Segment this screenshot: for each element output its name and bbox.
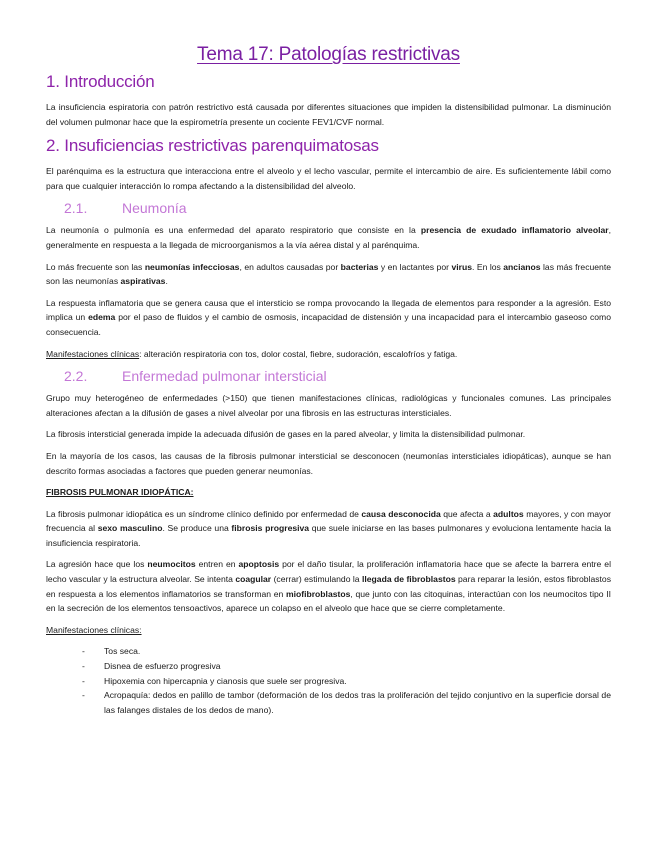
list-item: - Acropaquía: dedos en palillo de tambor (deformación de los dedos tras la proliferación del tejido conjuntivo en la superficie dorsal de las falanges distales de los dedos de mano). <box>82 688 611 717</box>
text-run: , que junto con las citoquinas, interactúan con los neumocitos tipo II en la secreción de los elementos tensoactivos, aparece un colapso en el alveolo que hace que se cierre completamente. <box>46 588 611 614</box>
subsection-number: 2.1. <box>64 200 88 217</box>
text-run: La respuesta inflamatoria que se genera causa que el intersticio se rompa provocando la llegada de elementos para responder a la agresión. Esto implica un <box>46 297 611 323</box>
subsection-title: Neumonía <box>122 200 187 217</box>
subsection-heading-neumonia <box>64 200 611 216</box>
bold-term: sexo masculino <box>97 523 163 534</box>
page-title: Tema 17: Patologías restrictivas <box>197 44 460 65</box>
text-run: y en lactantes por <box>378 261 452 272</box>
text-run: , generalmente en respuesta a la llegada de microorganismos a la vía aérea distal y al parénquima. <box>46 225 611 250</box>
underlined-label: Manifestaciones clínicas: <box>46 624 142 635</box>
bold-term: causa desconocida <box>361 508 441 519</box>
text-run: (cerrar) estimulando la <box>271 574 362 585</box>
text-run: las más frecuente son las neumonías <box>46 261 611 287</box>
subsection-title: Enfermedad pulmonar intersticial <box>122 368 327 385</box>
list-item: - Disnea de esfuerzo progresiva <box>82 659 611 674</box>
subsection-heading-intersticial <box>64 368 611 384</box>
text-run: que afecta a <box>440 508 494 519</box>
bold-term: edema <box>88 312 116 323</box>
paragraph: Grupo muy heterogéneo de enfermedades (>150) que tienen manifestaciones clínicas, radiológicas y funcionales comunes. Las principales alteraciones afectan a la difusión de gases a nivel alveolar por una fibrosis en las estructuras intersticiales. <box>46 393 611 418</box>
section-heading-parenquimatosas: 2. Insuficiencias restrictivas parenquimatosas <box>46 136 379 156</box>
manifestaciones-list <box>46 644 611 717</box>
bold-term: miofibroblastos <box>285 588 351 599</box>
subsection-number: 2.2. <box>64 368 88 385</box>
paragraph: La insuficiencia espiratoria con patrón restrictivo está causada por diferentes situaciones que impiden la distensibilidad pulmonar. La disminución del volumen pulmonar hace que la espirometría presente un cociente FEV1/CVF normal. <box>46 102 611 127</box>
text-run: mayores, y con mayor frecuencia al <box>46 508 611 534</box>
bold-term: bacterias <box>340 261 379 272</box>
list-item: - Tos seca. <box>82 644 611 659</box>
section-heading-introduccion: 1. Introducción <box>46 72 155 91</box>
text-run: para reparar la lesión, estos fibroblastos en respuesta a los elementos inflamatorios se transforman en <box>46 574 611 599</box>
text-run: por el paso de fluidos y el cambio de osmosis, incapacidad de distensión y una incapacidad para el intercambio gaseoso como consecuencia. <box>46 312 611 337</box>
bold-term: llegada de fibroblastos <box>361 574 456 585</box>
caption-fibrosis: FIBROSIS PULMONAR IDIOPÁTICA: <box>46 487 194 498</box>
bold-term: aspirativas <box>120 276 166 287</box>
paragraph: El parénquima es la estructura que interacciona entre el alveolo y el lecho vascular, permite el intercambio de aire. Es suficientemente lábil como para que cualquier interacción lo rompa afectando a la distensibilidad del alveolo. <box>46 166 611 191</box>
bold-term: neumocitos <box>147 559 196 570</box>
text-run: . En los <box>471 261 504 272</box>
bold-term: adultos <box>493 508 524 519</box>
text-run: Lo más frecuente son las <box>46 261 145 272</box>
text-run: . <box>165 276 168 287</box>
bold-term: ancianos <box>503 261 541 272</box>
text-run: que suele iniciarse en las bases pulmonares y evoluciona lentamente hacia la insuficiencia respiratoria. <box>46 523 612 548</box>
underlined-label: Manifestaciones clínicas <box>46 348 140 359</box>
list-item: - Hipoxemia con hipercapnia y cianosis que suele ser progresiva. <box>82 674 611 689</box>
paragraph <box>46 260 611 289</box>
paragraph <box>46 347 611 362</box>
text-run: : alteración respiratoria con tos, dolor costal, fiebre, sudoración, escalofríos y fatiga. <box>139 348 458 359</box>
text-run: La agresión hace que los <box>46 559 148 570</box>
text-run: . Se produce una <box>162 523 232 534</box>
bold-term: virus <box>451 261 472 272</box>
text-run: , en adultos causadas por <box>239 261 341 272</box>
paragraph <box>46 296 611 340</box>
paragraph <box>46 507 611 551</box>
text-run: entren en <box>195 559 239 570</box>
bold-term: coagular <box>235 574 272 585</box>
paragraph: La fibrosis intersticial generada impide la adecuada difusión de gases en la pared alveolar, y limita la distensibilidad pulmonar. <box>46 429 526 440</box>
text-run: La fibrosis pulmonar idiopática es un síndrome clínico definido por enfermedad de <box>46 508 362 519</box>
manifestaciones-label <box>46 623 611 638</box>
paragraph: En la mayoría de los casos, las causas de la fibrosis pulmonar intersticial se desconocen (neumonías intersticiales idiopáticas), aunque se han descrito formas asociadas a factores que pueden generar neumonías. <box>46 450 611 476</box>
bold-term: fibrosis progresiva <box>231 523 310 534</box>
bold-term: apoptosis <box>238 559 280 570</box>
paragraph <box>46 557 611 615</box>
text-run: La neumonía o pulmonía es una enfermedad del aparato respiratorio que consiste en la <box>46 225 421 236</box>
bold-term: neumonías infecciosas <box>144 261 240 272</box>
bold-term: presencia de exudado inflamatorio alveolar <box>420 225 609 236</box>
text-run: por el daño tisular, la proliferación inflamatoria hace que se afecte la barrera entre el lecho vascular y la estructura alveolar. Se intenta <box>46 559 612 585</box>
paragraph <box>46 223 611 252</box>
